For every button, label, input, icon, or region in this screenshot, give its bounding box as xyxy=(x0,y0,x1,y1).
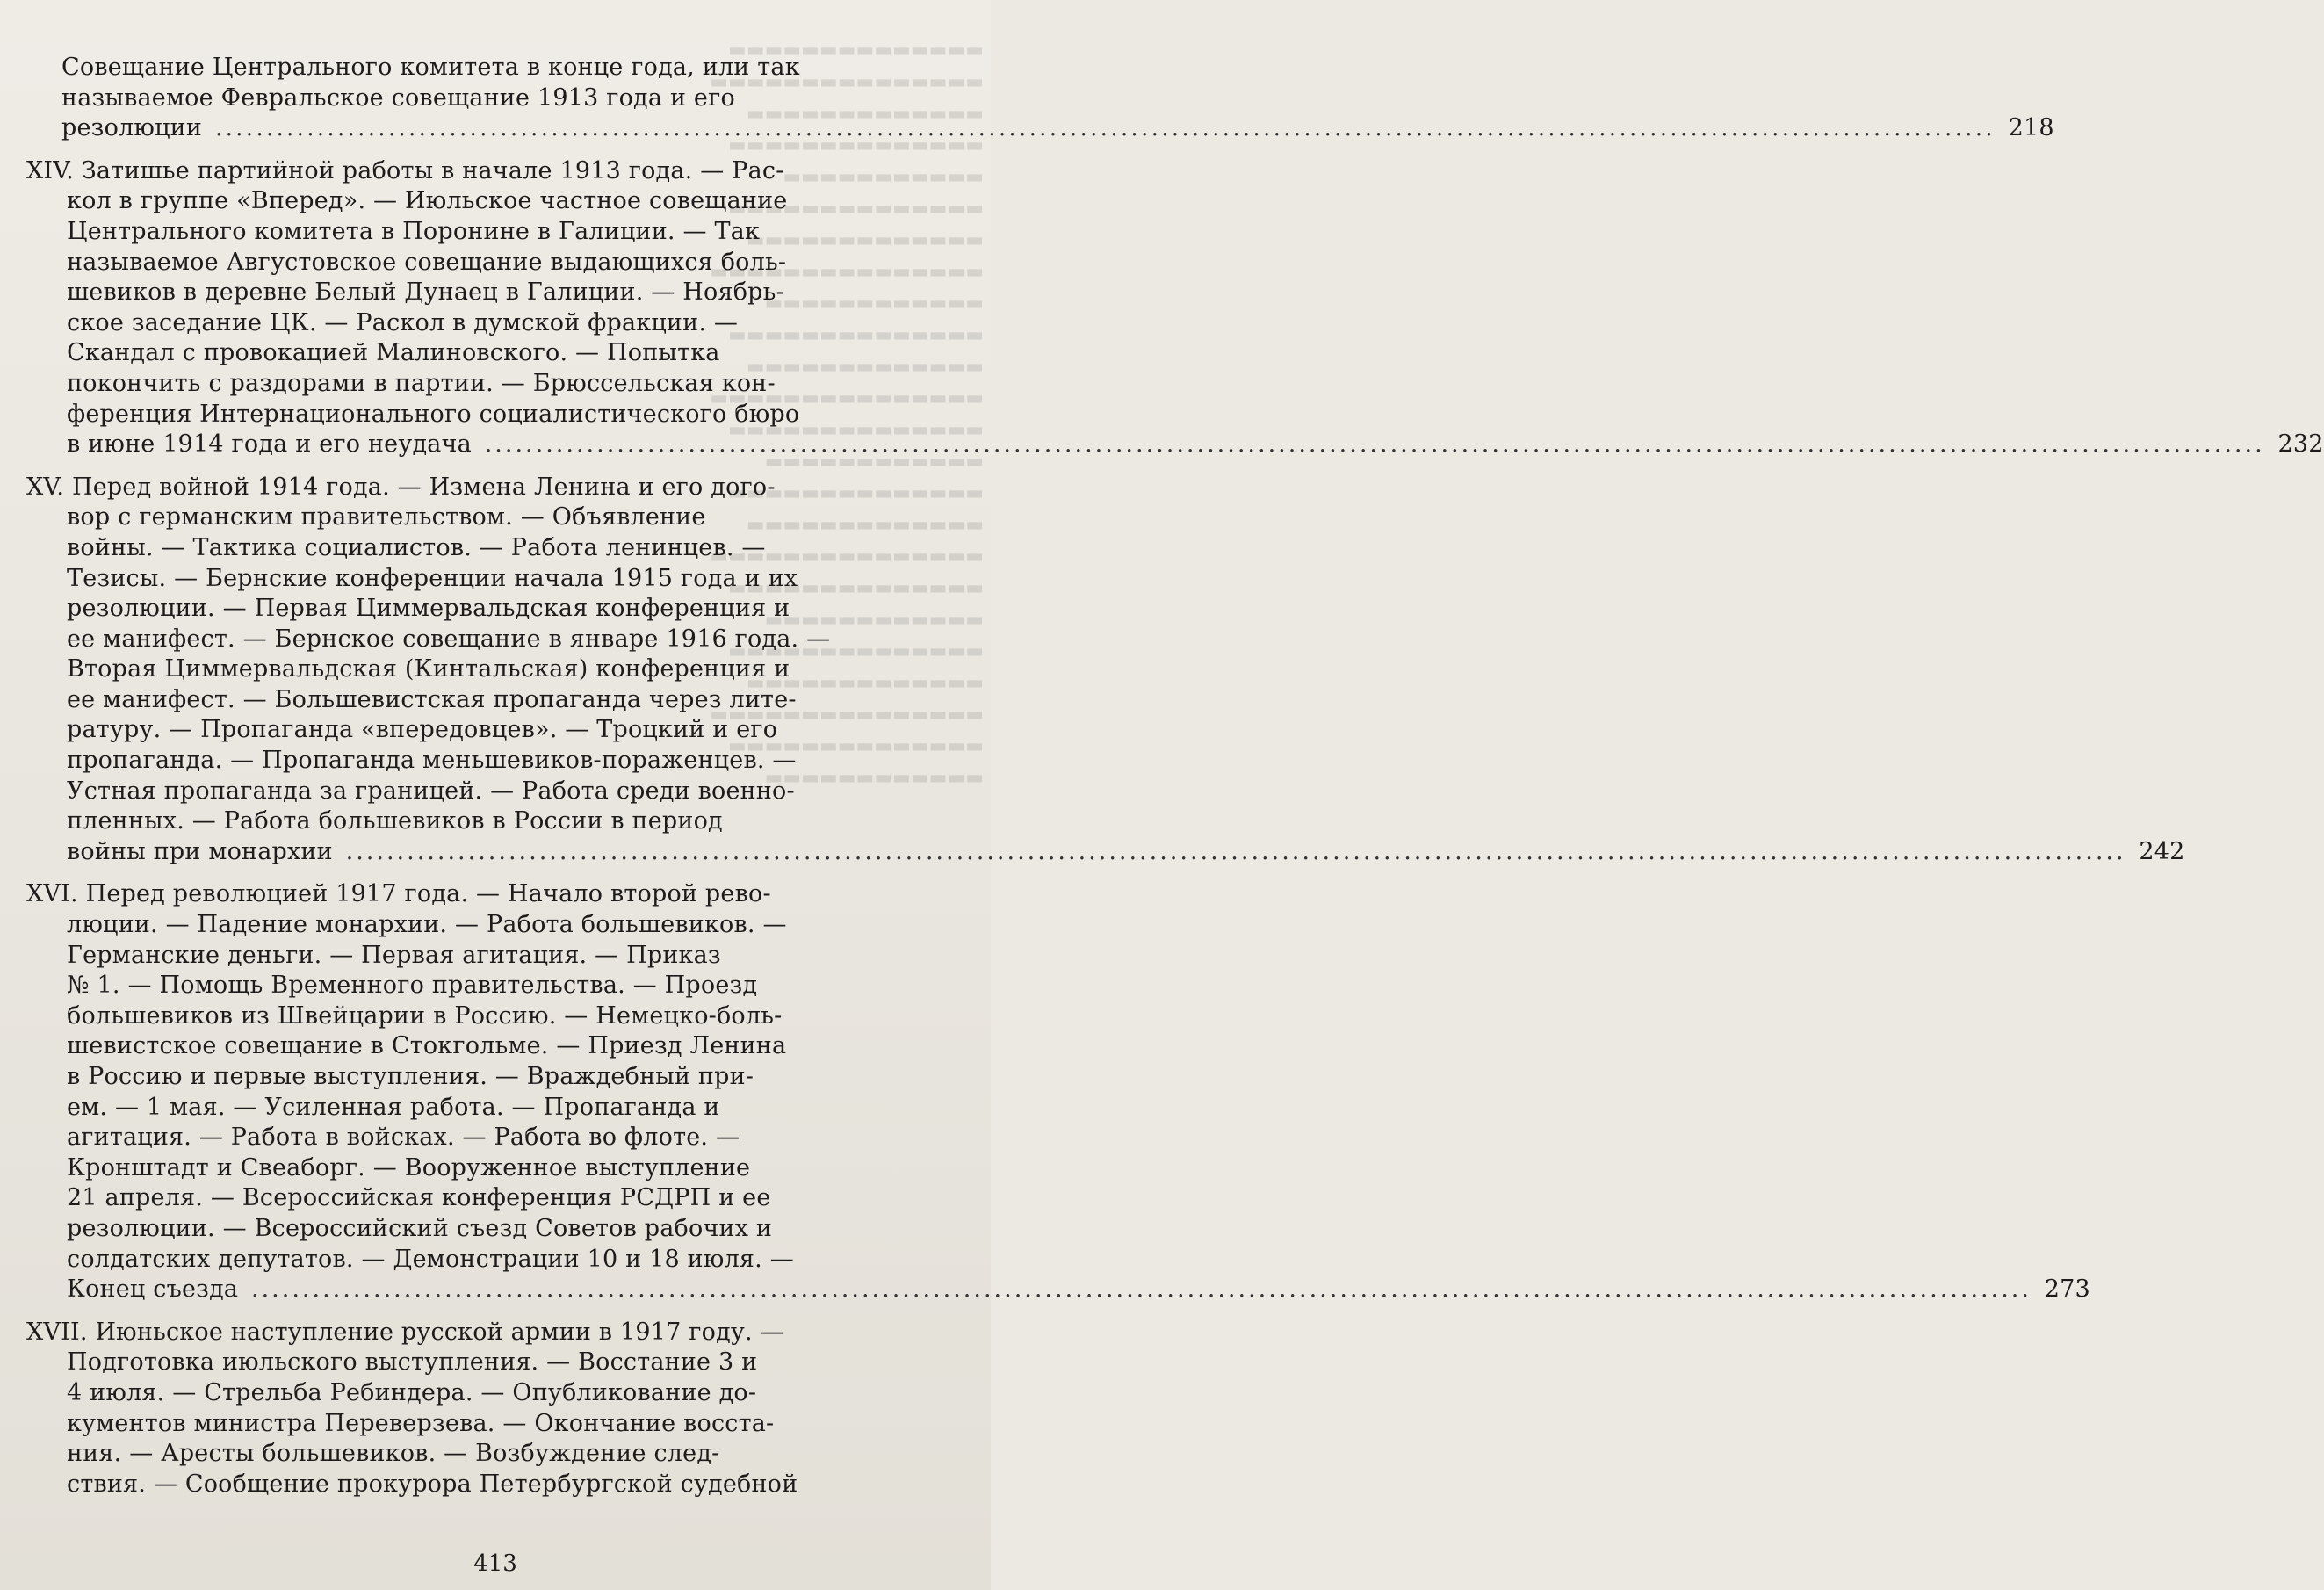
entry-line: ее манифест. — Большевистская пропаганда через лите- xyxy=(67,685,797,713)
bleed-through-shadow: ▬▬▬▬▬▬▬▬▬▬▬▬▬▬ ▬▬▬▬▬▬▬▬▬▬▬▬▬▬▬ ▬▬▬▬▬▬▬▬▬▬▬▬▬ ▬▬▬▬▬▬▬▬▬▬▬▬▬▬ ▬▬▬▬▬▬▬▬▬▬▬ ▬▬▬▬▬▬▬▬▬▬▬▬▬▬ ▬▬▬▬▬▬▬▬▬▬▬▬▬ ▬▬▬▬▬▬▬▬▬▬▬▬▬▬▬ ▬▬▬▬▬▬▬▬▬▬▬▬ ▬▬▬▬▬▬▬▬▬▬▬▬▬▬ ▬▬▬▬▬▬▬▬▬▬▬▬▬ ▬▬▬▬▬▬▬▬▬▬▬▬▬▬▬ ▬▬▬▬▬▬▬▬▬▬▬▬▬▬ ▬▬▬▬▬▬▬▬▬▬▬▬ ▬▬▬▬▬▬▬▬▬▬▬▬▬▬ ▬▬▬▬▬▬▬▬▬▬▬▬▬ ▬▬▬▬▬▬▬▬▬▬▬▬▬▬▬ ▬▬▬▬▬▬▬▬▬▬▬▬▬▬ ▬▬▬▬▬▬▬▬▬▬▬▬ ▬▬▬▬▬▬▬▬▬▬▬▬▬▬ ▬▬▬▬▬▬▬▬▬▬▬▬▬ ▬▬▬▬▬▬▬▬▬▬▬▬▬▬▬ ▬▬▬▬▬▬▬▬▬▬▬▬▬▬ ▬▬▬▬▬▬▬▬▬▬▬▬ xyxy=(710,40,984,789)
entry-line: Вторая Циммервальдская (Кинтальская) конференция и xyxy=(67,655,790,683)
entry-line: люции. — Падение монархии. — Работа большевиков. — xyxy=(67,911,787,939)
entry-line: Кронштадт и Свеаборг. — Вооруженное выступление xyxy=(67,1153,751,1182)
toc-entry-xvi xyxy=(26,879,2090,1305)
dot-leader xyxy=(346,838,2126,865)
entry-line: пленных. — Работа большевиков в России в период xyxy=(67,807,723,835)
entry-line: резолюции. — Всероссийский съезд Советов рабочих и xyxy=(67,1214,773,1242)
page-number: 232 xyxy=(2277,430,2324,459)
entry-first-line xyxy=(26,156,940,187)
toc-entry-xvii xyxy=(26,1318,940,1500)
entry-line: № 1. — Помощь Временного правительства. — Проезд xyxy=(67,972,758,1000)
toc-entry-continued xyxy=(26,53,2054,144)
entry-first-line xyxy=(26,473,940,503)
entry-last-line xyxy=(26,430,2324,460)
entry-line: Германские деньги. — Первая агитация. — Приказ xyxy=(67,941,721,969)
entry-last-line xyxy=(26,113,2054,144)
entry-line: кол в группе «Вперед». — Июльское частное совещание xyxy=(67,187,788,215)
entry-line: ее манифест. — Бернское совещание в январе 1916 года. — xyxy=(67,625,831,653)
chapter-number: XIV. xyxy=(26,156,75,184)
chapter-number: XVII. xyxy=(26,1318,88,1346)
entry-line: Затишье партийной работы в начале 1913 года. — Рас- xyxy=(81,156,784,184)
entry-line: ратуру. — Пропаганда «впередовцев». — Троцкий и его xyxy=(67,716,778,744)
entry-line: Устная пропаганда за границей. — Работа среди военно- xyxy=(67,777,795,805)
entry-line: агитация. — Работа в войсках. — Работа во флоте. — xyxy=(67,1124,740,1152)
dot-leader xyxy=(215,114,1996,141)
page-folio: 413 xyxy=(473,1550,517,1577)
page-number: 218 xyxy=(2008,114,2054,142)
entry-line: покончить с раздорами в партии. — Брюссельская кон- xyxy=(67,369,776,397)
entry-line: шевиков в деревне Белый Дунаец в Галиции. — Ноябрь- xyxy=(67,278,784,307)
entry-line: кументов министра Переверзева. — Окончание восста- xyxy=(67,1409,775,1437)
entry-line: называемое Февральское совещание 1913 года и его xyxy=(61,83,735,112)
entry-line: пропаганда. — Пропаганда меньшевиков-пораженцев. — xyxy=(67,747,797,775)
dot-leader xyxy=(251,1276,2032,1303)
entry-line: ское заседание ЦК. — Раскол в думской фракции. — xyxy=(67,308,739,336)
entry-line: Тезисы. — Бернские конференции начала 1915 года и их xyxy=(67,564,798,592)
entry-line: в июне 1914 года и его неудача xyxy=(67,430,472,459)
chapter-number: XV. xyxy=(26,473,65,501)
chapter-number: XVI. xyxy=(26,880,78,908)
entry-line: 4 июля. — Стрельба Ребиндера. — Опубликование до- xyxy=(67,1378,757,1406)
entry-line: Подготовка июльского выступления. — Восстание 3 и xyxy=(67,1348,758,1377)
entry-line: ния. — Аресты большевиков. — Возбуждение след- xyxy=(67,1440,720,1468)
page-number: 273 xyxy=(2044,1276,2090,1304)
entry-line: вор с германским правительством. — Объявление xyxy=(67,503,706,531)
entry-line: 21 апреля. — Всероссийская конференция РСДРП и ее xyxy=(67,1184,771,1212)
entry-line: Скандал с провокацией Малиновского. — Попытка xyxy=(67,339,720,367)
entry-line: солдатских депутатов. — Демонстрации 10 и 18 июля. — xyxy=(67,1245,794,1273)
dot-leader xyxy=(485,430,2265,458)
entry-line: большевиков из Швейцарии в Россию. — Немецко-боль- xyxy=(67,1001,783,1030)
entry-line: ствия. — Сообщение прокурора Петербургской судебной xyxy=(67,1470,798,1498)
entry-line: Перед революцией 1917 года. — Начало второй рево- xyxy=(85,880,771,908)
entry-line: войны при монархии xyxy=(67,837,333,865)
entry-line: Июньское наступление русской армии в 1917 году. — xyxy=(95,1318,784,1346)
entry-line: Конец съезда xyxy=(67,1276,239,1304)
entry-first-line xyxy=(26,1318,940,1348)
entry-line: в Россию и первые выступления. — Враждебный при- xyxy=(67,1063,754,1090)
entry-line: Перед войной 1914 года. — Измена Ленина и его дого- xyxy=(71,473,776,501)
entry-line: шевистское совещание в Стокгольме. — Приезд Ленина xyxy=(67,1032,787,1060)
table-of-contents xyxy=(26,53,2324,1500)
toc-entry-xiv xyxy=(26,156,2324,460)
entry-line: резолюции. — Первая Циммервальдская конференция и xyxy=(67,595,790,623)
entry-line: ференция Интернационального социалистического бюро xyxy=(67,400,800,428)
entry-line: резолюции xyxy=(61,114,203,142)
entry-line: ем. — 1 мая. — Усиленная работа. — Пропаганда и xyxy=(67,1093,720,1121)
entry-last-line xyxy=(26,837,2185,868)
page-number: 242 xyxy=(2139,837,2185,865)
entry-last-line xyxy=(26,1275,2090,1305)
entry-line: Центрального комитета в Поронине в Галиции. — Так xyxy=(67,217,761,245)
entry-line: называемое Августовское совещание выдающихся боль- xyxy=(67,248,787,276)
toc-entry-xv xyxy=(26,473,2185,868)
entry-line: войны. — Тактика социалистов. — Работа ленинцев. — xyxy=(67,533,766,561)
entry-line: Совещание Центрального комитета в конце года, или так xyxy=(61,54,800,81)
entry-first-line xyxy=(26,879,940,910)
